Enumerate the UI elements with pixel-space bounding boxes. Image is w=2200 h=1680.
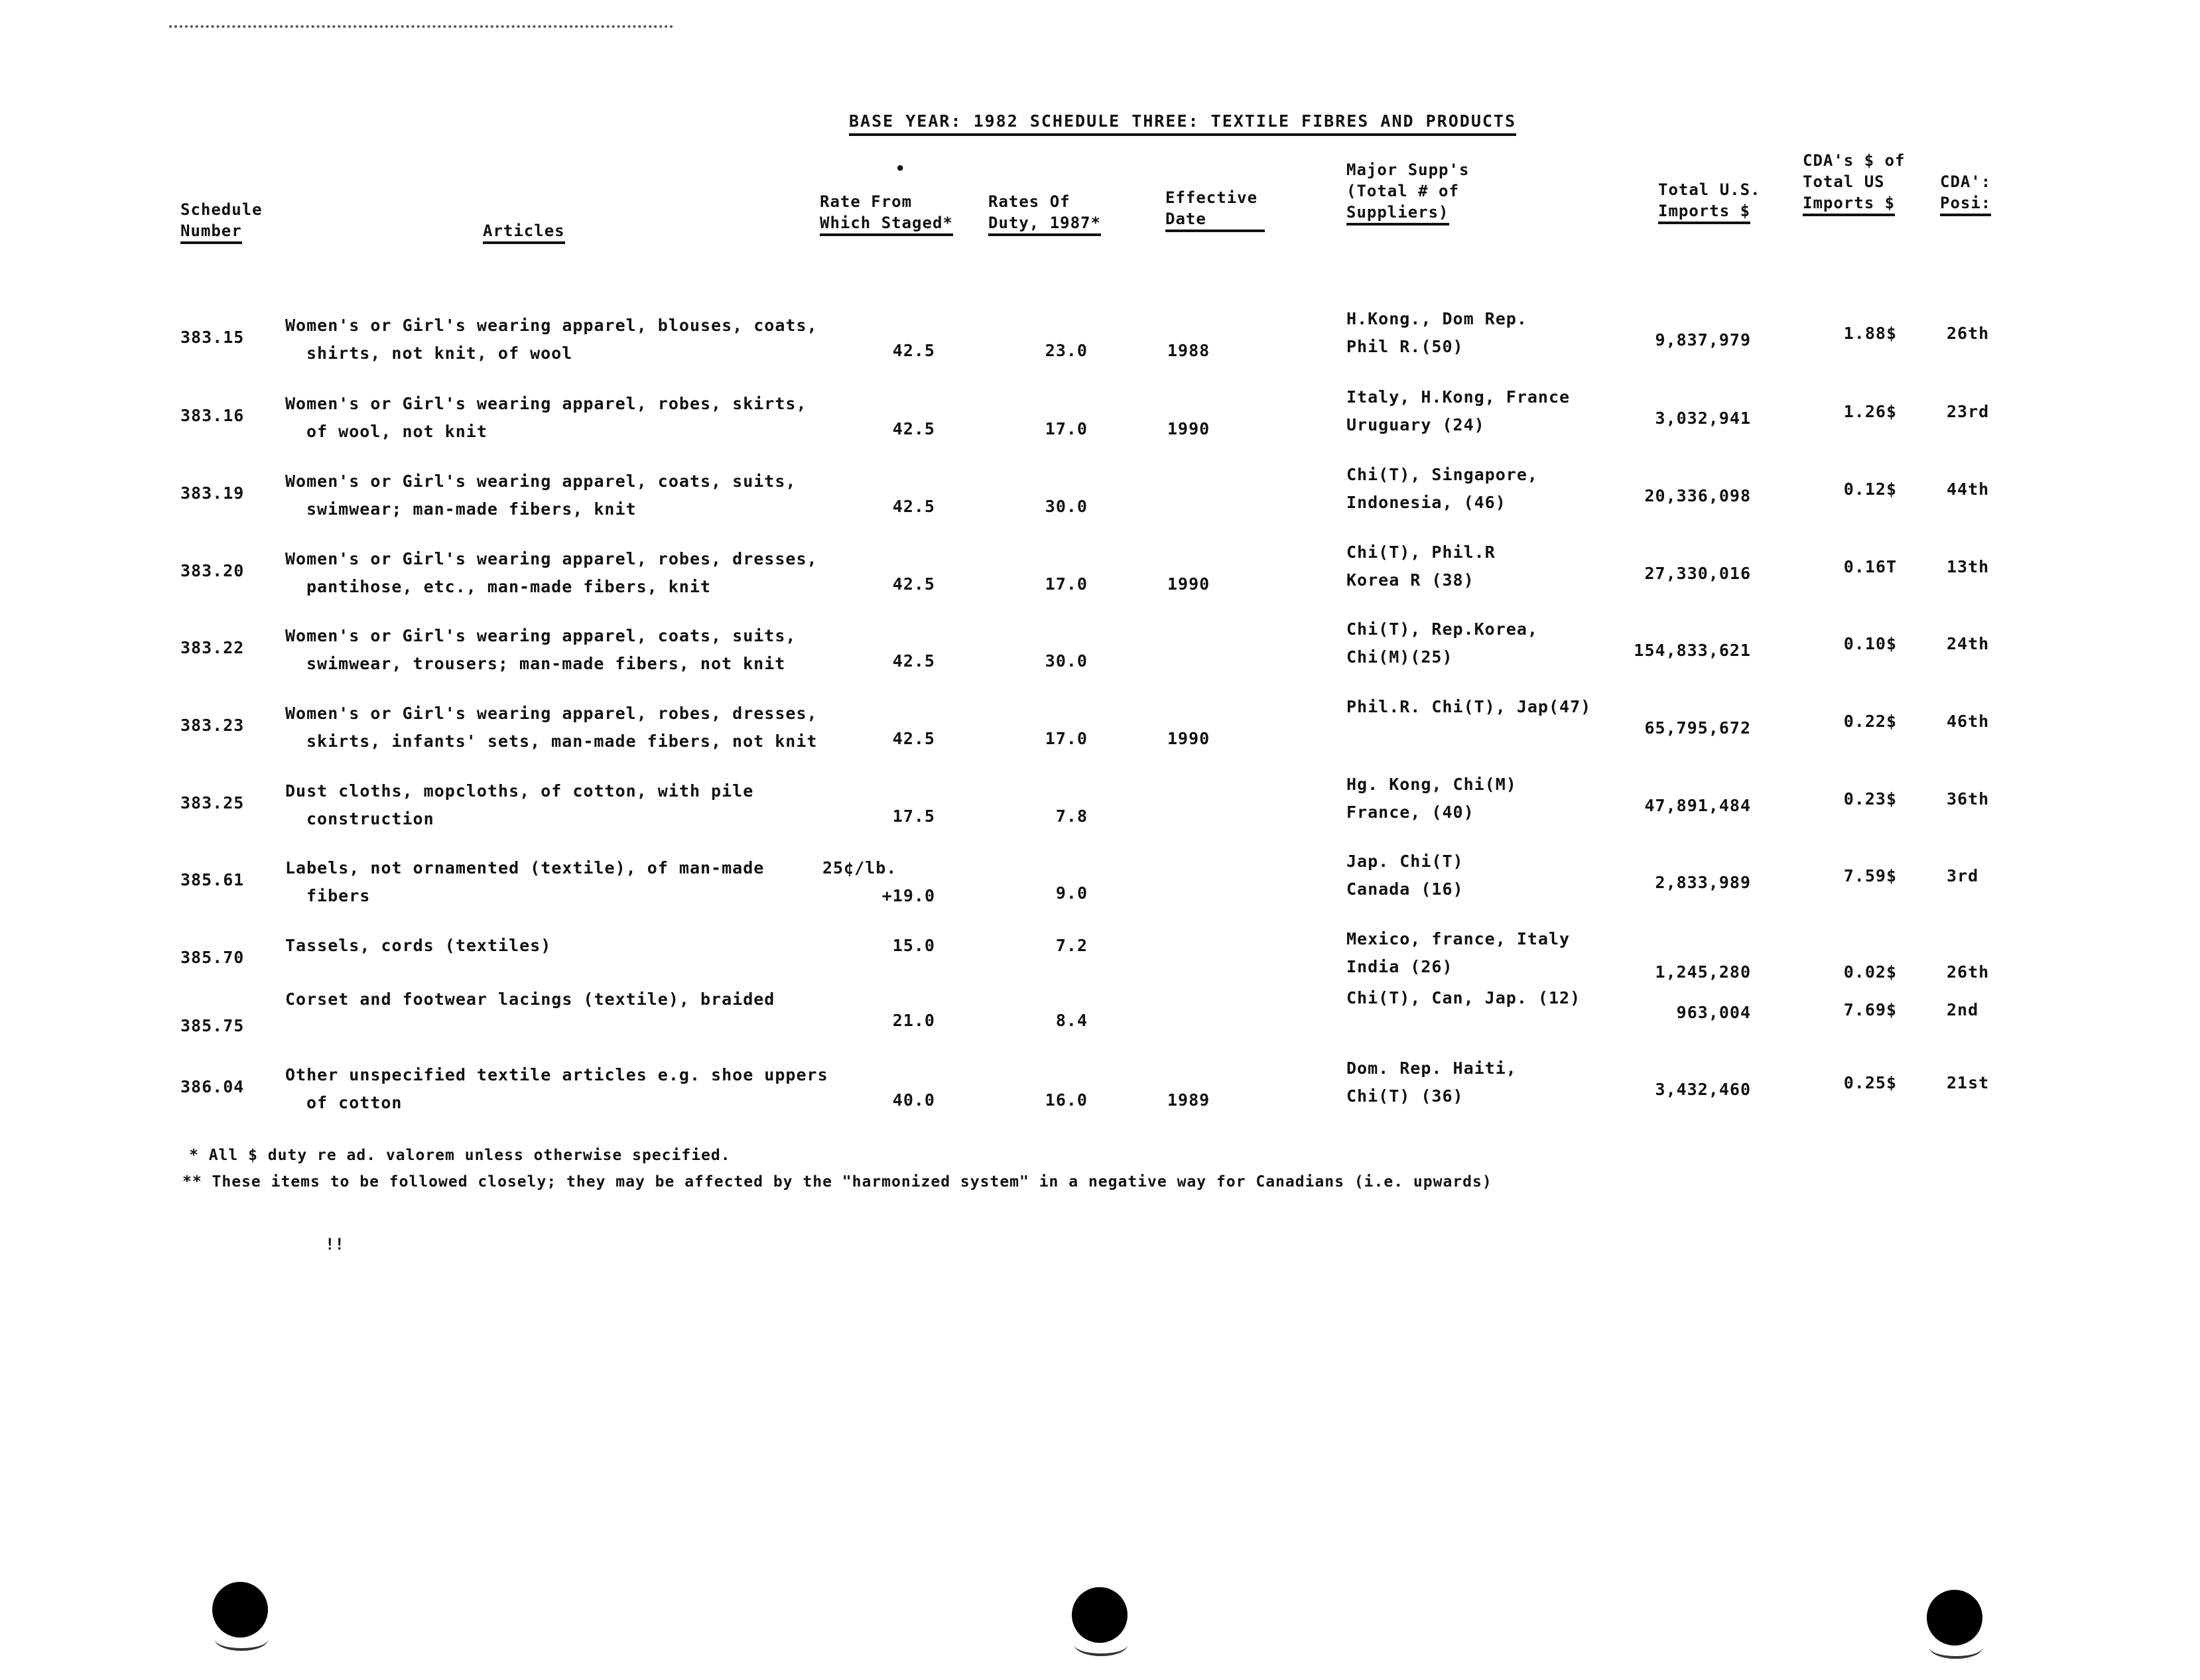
cell-duty-rate: 17.0: [1045, 419, 1088, 438]
cell-total-imports: 154,833,621: [1634, 641, 1751, 660]
article-line: Corset and footwear lacings (textile), braided: [285, 990, 775, 1009]
cell-suppliers: [1346, 305, 1527, 361]
cell-cda-position: 36th: [1947, 789, 1990, 808]
cell-duty-rate: 17.0: [1045, 729, 1088, 748]
supplier-line: Italy, H.Kong, France: [1346, 387, 1571, 407]
cell-suppliers: [1346, 984, 1581, 1012]
header-text: Number: [180, 220, 242, 244]
article-line: Women's or Girl's wearing apparel, robes, dresses,: [285, 549, 818, 568]
rate-line: 25¢/lb.: [822, 858, 897, 877]
cell-article: [285, 1061, 828, 1117]
article-line: skirts, infants' sets, man-made fibers, not knit: [306, 732, 818, 751]
cell-cda-position: 26th: [1947, 962, 1990, 982]
cell-rate-from: [822, 932, 935, 960]
table-row: [0, 309, 2200, 388]
table-row: [0, 545, 2200, 621]
cell-rate-from: [822, 570, 935, 598]
article-line: Women's or Girl's wearing apparel, robes, dresses,: [285, 704, 818, 723]
article-line: construction: [306, 809, 434, 828]
header-text: Which Staged*: [820, 212, 953, 236]
cell-schedule-number: 383.20: [180, 561, 245, 580]
header-text: (Total # of: [1346, 182, 1459, 200]
cell-rate-from: [822, 493, 935, 521]
punch-hole-shadow: [1929, 1636, 1982, 1659]
rate-line: 42.5: [892, 729, 935, 748]
header-text: Major Supp's: [1346, 161, 1470, 179]
cell-cda-share: 0.23$: [1843, 789, 1897, 808]
rate-line: 40.0: [892, 1090, 935, 1110]
rate-line: 15.0: [892, 936, 935, 955]
cell-article: [285, 932, 551, 960]
cell-suppliers: [1346, 693, 1591, 721]
supplier-line: Phil R.(50): [1346, 337, 1464, 356]
supplier-line: Chi(T), Singapore,: [1346, 465, 1538, 484]
article-line: swimwear; man-made fibers, knit: [306, 499, 637, 519]
cell-schedule-number: 383.22: [180, 638, 245, 657]
cell-cda-share: 0.12$: [1843, 480, 1897, 499]
page-title: BASE YEAR: 1982 SCHEDULE THREE: TEXTILE FIBRES AND PRODUCTS: [849, 111, 1516, 136]
rate-line: 42.5: [892, 574, 935, 594]
cell-schedule-number: 383.23: [180, 716, 245, 735]
rate-line: 21.0: [892, 1011, 935, 1030]
rate-line: 42.5: [892, 651, 935, 671]
table-row: [0, 854, 2200, 931]
header-schedule-number: [180, 199, 263, 244]
supplier-line: Korea R (38): [1346, 570, 1474, 590]
cell-rate-from: [822, 1086, 935, 1114]
cell-effective-date: 1990: [1167, 729, 1210, 748]
supplier-line: Uruguary (24): [1346, 415, 1485, 434]
header-major-suppliers: [1346, 159, 1469, 226]
cell-article: [285, 545, 818, 601]
cell-duty-rate: 17.0: [1045, 574, 1088, 594]
cell-schedule-number: 385.70: [180, 948, 245, 967]
supplier-line: Indonesia, (46): [1346, 493, 1506, 512]
cell-schedule-number: 386.04: [180, 1077, 245, 1096]
table-row: [0, 1061, 2200, 1137]
cell-article: [285, 777, 753, 833]
cell-duty-rate: 8.4: [1055, 1011, 1088, 1030]
cell-cda-share: 0.22$: [1843, 712, 1897, 731]
header-text: Effective: [1165, 188, 1258, 207]
header-articles: [483, 220, 565, 244]
cell-schedule-number: 383.19: [180, 484, 245, 503]
cell-total-imports: 1,245,280: [1655, 962, 1751, 982]
article-line: Dust cloths, mopcloths, of cotton, with pile: [285, 781, 754, 801]
header-text: CDA's $ of: [1803, 151, 1906, 170]
table-row: [0, 777, 2200, 854]
cell-cda-position: 44th: [1947, 480, 1990, 499]
punch-hole-shadow: [1074, 1634, 1128, 1656]
footnote: * All $ duty re ad. valorem unless otherwise specified.: [189, 1147, 731, 1164]
top-dashed-line: [169, 25, 673, 28]
cell-schedule-number: 383.16: [180, 406, 245, 425]
table-row: [0, 986, 2200, 1062]
cell-cda-position: 3rd: [1947, 866, 1979, 885]
cell-total-imports: 9,837,979: [1655, 330, 1751, 350]
supplier-line: Canada (16): [1346, 879, 1464, 899]
cell-suppliers: [1346, 615, 1538, 671]
cell-suppliers: [1346, 383, 1570, 439]
rate-bullet-mark: •: [895, 159, 905, 178]
cell-suppliers: [1346, 461, 1538, 517]
article-line: Tassels, cords (textiles): [285, 936, 552, 955]
article-line: of cotton: [306, 1093, 403, 1112]
cell-duty-rate: 23.0: [1045, 341, 1088, 360]
cell-cda-position: 26th: [1947, 324, 1990, 343]
cell-rate-from: [822, 854, 935, 910]
cell-rate-from: [822, 1007, 935, 1035]
cell-cda-share: 0.02$: [1843, 962, 1897, 982]
cell-total-imports: 27,330,016: [1644, 564, 1751, 583]
cell-rate-from: [822, 803, 935, 830]
footnotes: [182, 1142, 1492, 1195]
supplier-line: Chi(T), Rep.Korea,: [1346, 619, 1538, 639]
supplier-line: Chi(T) (36): [1346, 1086, 1464, 1106]
cell-total-imports: 47,891,484: [1644, 796, 1751, 815]
header-effective-date: [1165, 187, 1265, 232]
cell-total-imports: 3,032,941: [1655, 409, 1751, 428]
supplier-line: Chi(T), Can, Jap. (12): [1346, 988, 1581, 1007]
cell-article: [285, 622, 796, 678]
rate-line: 42.5: [892, 341, 935, 360]
rate-line: 42.5: [892, 419, 935, 438]
cell-rate-from: [822, 647, 935, 675]
cell-article: [285, 986, 775, 1013]
cell-rate-from: [822, 415, 935, 443]
header-cda-position: [1940, 171, 1991, 216]
supplier-line: Chi(T), Phil.R: [1346, 543, 1496, 562]
cell-cda-position: 13th: [1947, 557, 1990, 576]
stray-mark: !!: [325, 1235, 344, 1254]
article-line: shirts, not knit, of wool: [306, 344, 573, 363]
cell-total-imports: 20,336,098: [1644, 486, 1751, 505]
cell-effective-date: 1989: [1167, 1090, 1210, 1110]
supplier-line: Phil.R. Chi(T), Jap(47): [1346, 697, 1592, 716]
cell-suppliers: [1346, 925, 1570, 981]
article-line: of wool, not knit: [306, 422, 487, 441]
supplier-line: Dom. Rep. Haiti,: [1346, 1059, 1517, 1078]
header-text: Date: [1165, 208, 1265, 232]
cell-duty-rate: 9.0: [1055, 883, 1088, 903]
cell-suppliers: [1346, 539, 1496, 594]
rate-line: 42.5: [892, 497, 935, 516]
header-text: Total US: [1803, 172, 1885, 191]
table-row: [0, 619, 2200, 698]
footnote: ** These items to be followed closely; they may be affected by the "harmonized system" in a negative way for Canadians (i.e. upwards): [182, 1173, 1492, 1191]
header-text: Suppliers): [1346, 202, 1449, 226]
cell-cda-position: 21st: [1947, 1073, 1990, 1092]
cell-cda-position: 23rd: [1947, 402, 1990, 421]
cell-article: [285, 468, 796, 523]
cell-total-imports: 65,795,672: [1644, 718, 1751, 738]
supplier-line: Jap. Chi(T): [1346, 852, 1464, 871]
cell-cda-share: 0.10$: [1843, 634, 1897, 653]
article-line: pantihose, etc., man-made fibers, knit: [306, 577, 711, 596]
cell-article: [285, 854, 764, 910]
header-text: Rate From: [820, 192, 913, 211]
header-text: Rates Of: [988, 192, 1070, 211]
header-rate-from: [820, 191, 953, 236]
article-line: Women's or Girl's wearing apparel, robes, skirts,: [285, 394, 807, 413]
cell-suppliers: [1346, 848, 1464, 903]
cell-cda-share: 1.26$: [1843, 402, 1897, 421]
cell-effective-date: 1990: [1167, 574, 1210, 594]
cell-effective-date: 1988: [1167, 341, 1210, 360]
cell-article: [285, 312, 818, 367]
cell-cda-share: 7.69$: [1843, 1000, 1897, 1019]
punch-hole-shadow: [215, 1628, 268, 1651]
cell-cda-share: 7.59$: [1843, 866, 1897, 885]
article-line: Women's or Girl's wearing apparel, coats, suits,: [285, 472, 797, 491]
table-row: [0, 387, 2200, 466]
rate-line: +19.0: [881, 886, 935, 905]
cell-total-imports: 2,833,989: [1655, 873, 1751, 892]
cell-suppliers: [1346, 771, 1517, 826]
header-text: Posi:: [1940, 192, 1991, 216]
header-text: Articles: [483, 220, 565, 244]
header-text: Duty, 1987*: [988, 212, 1101, 236]
supplier-line: Chi(M)(25): [1346, 647, 1453, 667]
cell-duty-rate: 16.0: [1045, 1090, 1088, 1110]
supplier-line: France, (40): [1346, 803, 1474, 822]
cell-rate-from: [822, 725, 935, 753]
cell-article: [285, 700, 818, 755]
cell-duty-rate: 30.0: [1045, 651, 1088, 671]
header-text: Schedule: [180, 200, 263, 219]
header-total-us-imports: [1658, 179, 1761, 224]
header-text: Imports $: [1803, 192, 1895, 216]
article-line: Other unspecified textile articles e.g. shoe uppers: [285, 1065, 828, 1084]
article-line: swimwear, trousers; man-made fibers, not knit: [306, 654, 786, 673]
cell-suppliers: [1346, 1055, 1517, 1110]
cell-duty-rate: 7.8: [1055, 807, 1088, 826]
cell-duty-rate: 30.0: [1045, 497, 1088, 516]
rate-line: 17.5: [892, 807, 935, 826]
cell-cda-share: 1.88$: [1843, 324, 1897, 343]
cell-schedule-number: 383.15: [180, 328, 245, 347]
header-text: CDA':: [1940, 172, 1992, 191]
supplier-line: India (26): [1346, 957, 1453, 976]
supplier-line: Mexico, france, Italy: [1346, 929, 1571, 948]
article-line: Women's or Girl's wearing apparel, blouses, coats,: [285, 316, 818, 335]
cell-cda-position: 46th: [1947, 712, 1990, 731]
cell-total-imports: 3,432,460: [1655, 1080, 1751, 1099]
cell-rate-from: [822, 337, 935, 365]
header-rates-of-duty: [988, 191, 1101, 236]
article-line: Labels, not ornamented (textile), of man-made: [285, 858, 765, 877]
article-line: fibers: [306, 886, 371, 905]
cell-effective-date: 1990: [1167, 419, 1210, 438]
cell-article: [285, 390, 807, 446]
header-cda-share: [1803, 150, 1906, 216]
cell-cda-position: 2nd: [1947, 1000, 1979, 1019]
cell-cda-share: 0.16T: [1843, 557, 1897, 576]
cell-schedule-number: 385.75: [180, 1016, 245, 1035]
supplier-line: Hg. Kong, Chi(M): [1346, 775, 1517, 794]
cell-duty-rate: 7.2: [1055, 936, 1088, 955]
table-row: [0, 465, 2200, 544]
cell-schedule-number: 385.61: [180, 870, 245, 889]
cell-total-imports: 963,004: [1676, 1003, 1751, 1022]
cell-schedule-number: 383.25: [180, 793, 245, 812]
table-row: [0, 697, 2200, 776]
header-text: Total U.S.: [1658, 180, 1761, 199]
cell-cda-share: 0.25$: [1843, 1073, 1897, 1092]
supplier-line: H.Kong., Dom Rep.: [1346, 309, 1527, 328]
cell-cda-position: 24th: [1947, 634, 1990, 653]
article-line: Women's or Girl's wearing apparel, coats, suits,: [285, 626, 797, 645]
header-text: Imports $: [1658, 200, 1750, 224]
